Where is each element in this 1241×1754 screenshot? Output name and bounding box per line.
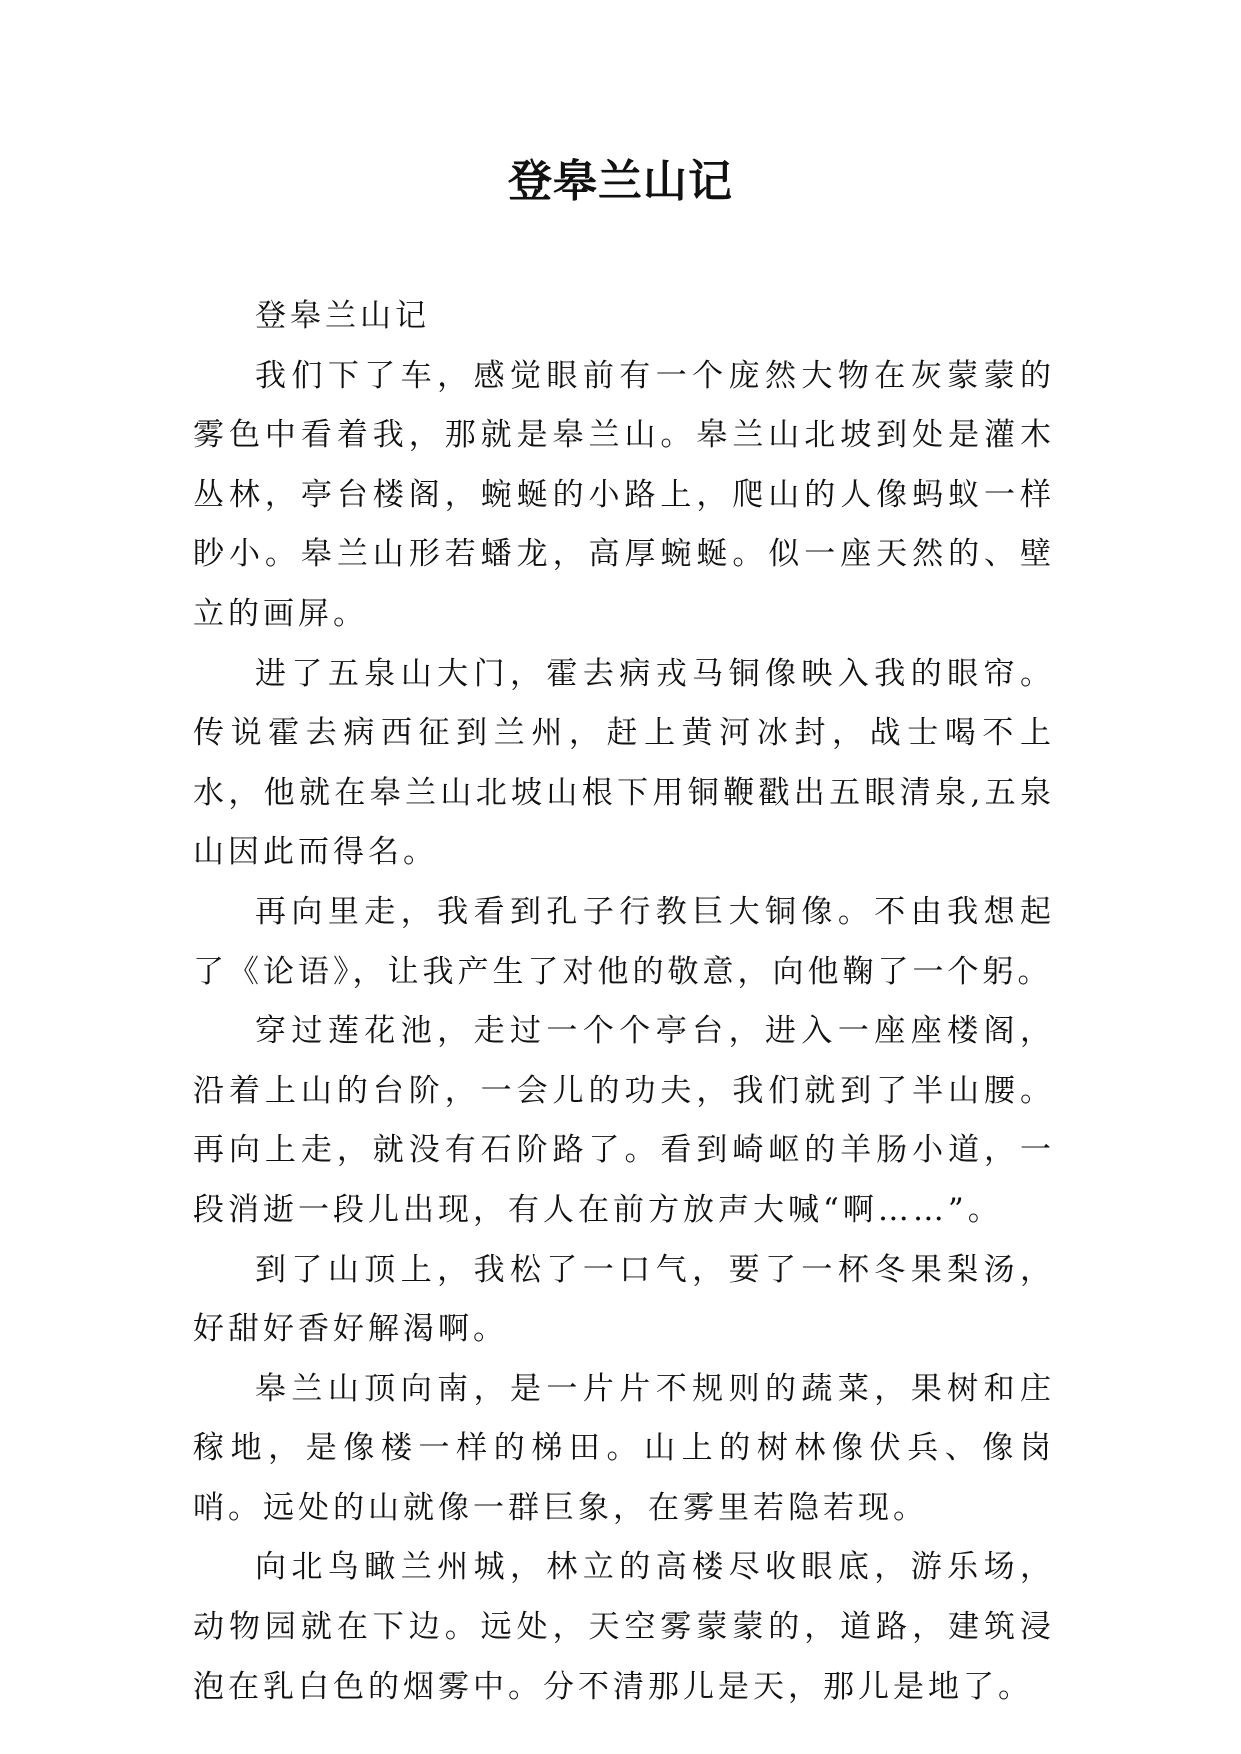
paragraph-climbing: 穿过莲花池，走过一个个亭台，进入一座座楼阁，沿着上山的台阶，一会儿的功夫，我们就到了半山腰。再向上走，就没有石阶路了。看到崎岖的羊肠小道，一段消逝一段儿出现，有人在前方放声大喊“啊……”。 (193, 1013, 1055, 1228)
paragraph-confucius-statue: 再向里走，我看到孔子行教巨大铜像。不由我想起了《论语》，让我产生了对他的敬意，向他鞠了一个躬。 (193, 893, 1055, 990)
paragraph-summit: 到了山顶上，我松了一口气，要了一杯冬果梨汤，好甜好香好解渴啊。 (193, 1251, 1055, 1348)
paragraph-arrival: 我们下了车，感觉眼前有一个庞然大物在灰蒙蒙的雾色中看着我，那就是皋兰山。皋兰山北坡到处是灌木丛林，亭台楼阁，蜿蜒的小路上，爬山的人像蚂蚁一样眇小。皋兰山形若蟠龙，高厚蜿蜒。似一座天然的、壁立的画屏。 (193, 357, 1055, 632)
paragraph-wuquan-gate: 进了五泉山大门，霍去病戎马铜像映入我的眼帘。传说霍去病西征到兰州，赶上黄河冰封，战士喝不上水，他就在皋兰山北坡山根下用铜鞭戳出五眼清泉,五泉山因此而得名。 (193, 655, 1055, 871)
paragraph-south-view: 皋兰山顶向南，是一片片不规则的蔬菜，果树和庄稼地，是像楼一样的梯田。山上的树林像伏兵、像岗哨。远处的山就像一群巨象，在雾里若隐若现。 (193, 1370, 1055, 1526)
document-body (193, 287, 1055, 1717)
paragraph-subtitle: 登皋兰山记 (255, 298, 430, 334)
document-title: 登皋兰山记 (508, 156, 733, 207)
paragraph-north-view: 向北鸟瞰兰州城，林立的高楼尽收眼底，游乐场，动物园就在下边。远处，天空雾蒙蒙的，道路，建筑浸泡在乳白色的烟雾中。分不清那儿是天，那儿是地了。 (193, 1549, 1055, 1705)
